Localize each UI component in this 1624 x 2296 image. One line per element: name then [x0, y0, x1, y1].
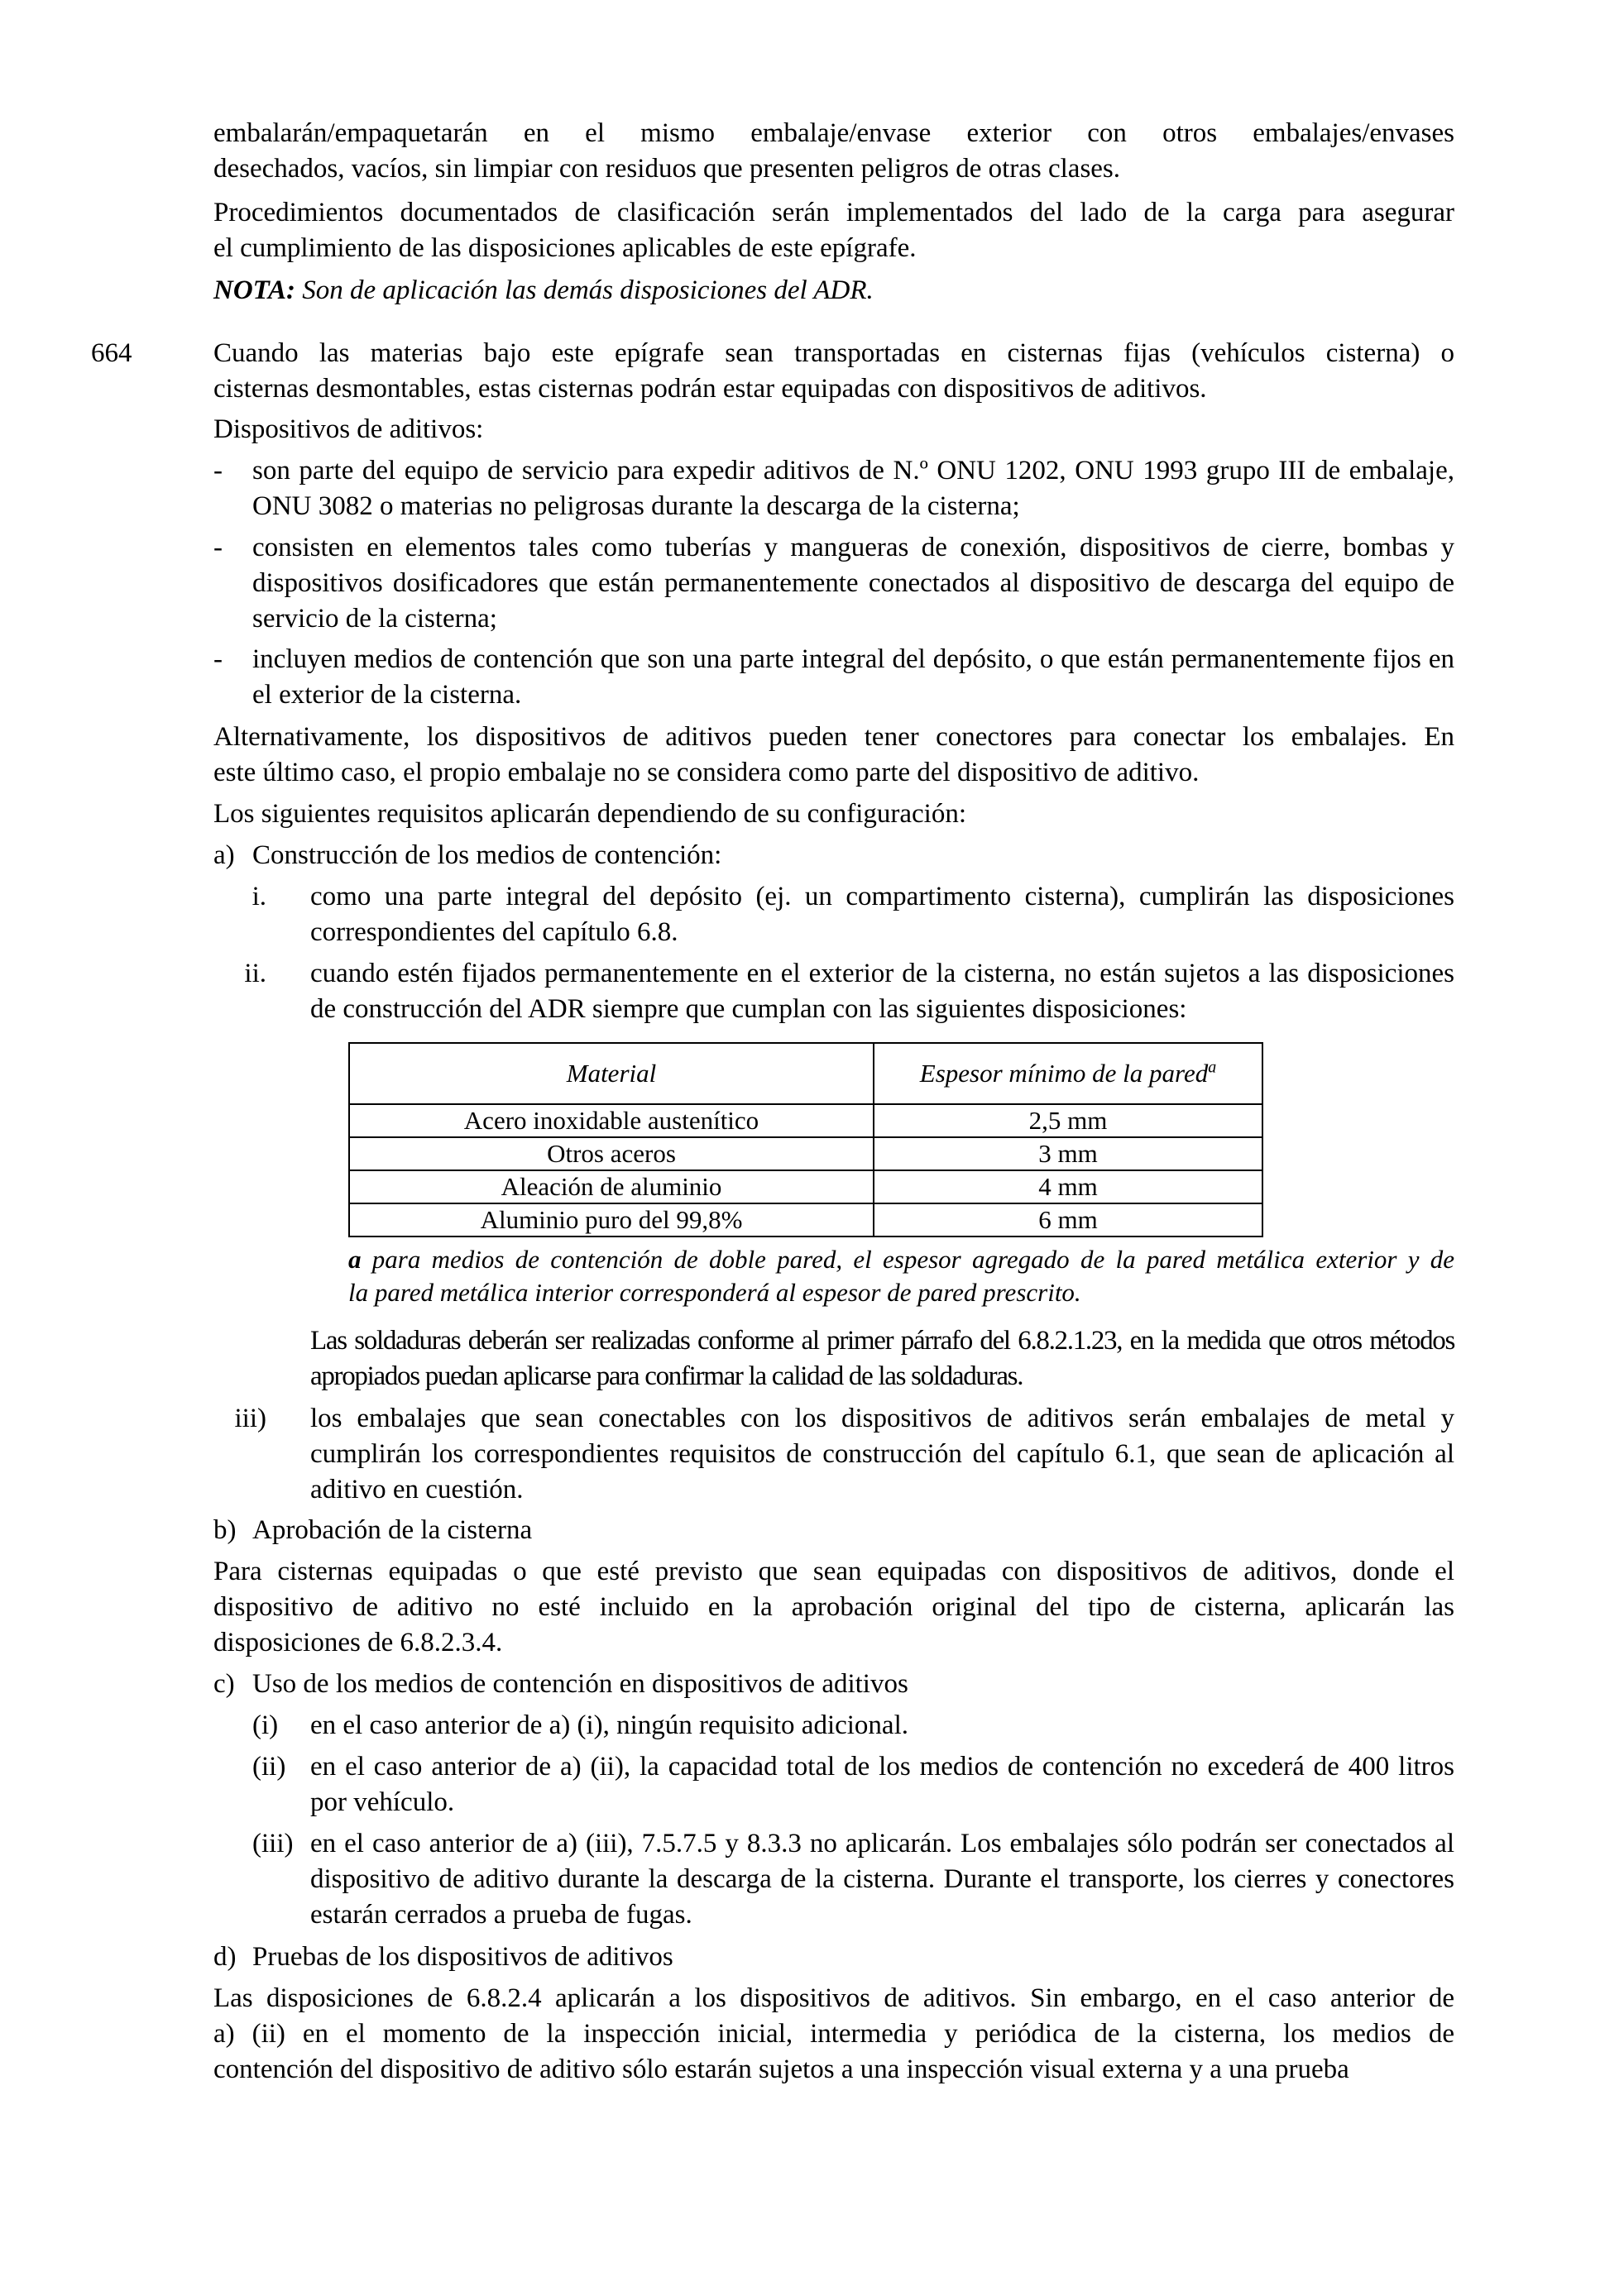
welds-paragraph: Las soldaduras deberán ser realizadas conforme al primer párrafo del 6.8.2.1.23, en la medida que otros métodos apropiados puedan aplicarse para confirmar la calidad de las soldaduras. — [310, 1326, 1455, 1391]
subitem-label-ii: ii. — [244, 959, 266, 988]
paragraph-continuation: embalarán/empaquetarán en el mismo embalaje/envase exterior con otros embalajes/envases desechados, vacíos, sin limpiar con residuos que presenten peligros de otras clases. — [213, 118, 1454, 184]
table-cell: 6 mm — [874, 1203, 1262, 1236]
tests-paragraph: Las disposiciones de 6.8.2.4 aplicarán a los dispositivos de aditivos. Sin embargo, en el caso anterior de a) (ii) en el momento de la inspección inicial, intermedia y periódica de la cisterna, los medios de contención del dispositivo de aditivo sólo estarán sujetos a una inspección visual externa y a una prueba — [213, 1983, 1454, 2084]
note-label: NOTA: — [213, 275, 295, 305]
item-b-title: Aprobación de la cisterna — [252, 1515, 533, 1545]
table-header-row — [349, 1043, 1262, 1104]
subitem-label-c-iii: (iii) — [252, 1829, 294, 1858]
bullet-item: consisten en elementos tales como tuberías y mangueras de conexión, dispositivos de cierre, bombas y dispositivos dosificadores que están permanentemente conectados al dispositivo de descarga del equipo de servicio de la cisterna; — [252, 533, 1455, 634]
table-cell: Acero inoxidable austenítico — [349, 1104, 874, 1137]
subitem-label-iii: iii) — [234, 1404, 266, 1433]
subitem-label-c-i: (i) — [252, 1710, 279, 1740]
bullet-dash: - — [213, 533, 223, 562]
provision-number: 664 — [91, 338, 132, 368]
item-label-c: c) — [213, 1669, 235, 1699]
table-cell: 4 mm — [874, 1170, 1262, 1203]
subitem-label-c-ii: (ii) — [252, 1752, 286, 1782]
item-label-d: d) — [213, 1942, 237, 1972]
subitem-i: como una parte integral del depósito (ej. un compartimento cisterna), cumplirán las disposiciones correspondientes del capítulo 6.8. — [310, 882, 1455, 947]
paragraph-requirements: Los siguientes requisitos aplicarán dependiendo de su configuración: — [213, 799, 966, 829]
note: NOTA: Son de aplicación las demás disposiciones del ADR. — [213, 275, 874, 305]
bullet-dash: - — [213, 644, 223, 674]
bullet-item: son parte del equipo de servicio para expedir aditivos de N.º ONU 1202, ONU 1993 grupo III de embalaje, ONU 3082 o materias no peligrosas durante la descarga de la cisterna; — [252, 456, 1454, 521]
subitem-ii: cuando estén fijados permanentemente en el exterior de la cisterna, no están sujetos a las disposiciones de construcción del ADR siempre que cumplan con las siguientes disposiciones: — [310, 959, 1455, 1024]
item-label-b: b) — [213, 1515, 237, 1545]
item-a-title: Construcción de los medios de contención: — [252, 840, 722, 870]
wall-thickness-table — [348, 1042, 1263, 1237]
paragraph-alternatively: Alternativamente, los dispositivos de aditivos pueden tener conectores para conectar los embalajes. En este último caso, el propio embalaje no se considera como parte del dispositivo de aditivo. — [213, 722, 1454, 787]
devices-heading: Dispositivos de aditivos: — [213, 414, 484, 444]
table-header-thickness: Espesor mínimo de la pared$^a$ — [874, 1043, 1262, 1104]
subitem-c-iii: en el caso anterior de a) (iii), 7.5.7.5 y 8.3.3 no aplicarán. Los embalajes sólo podrán ser conectados al dispositivo de aditivo durante la descarga de la cisterna. Durante el transporte, los cierres y conectores estarán cerrados a prueba de fugas. — [310, 1829, 1455, 1930]
paragraph-procedures: Procedimientos documentados de clasificación serán implementados del lado de la carga para asegurar el cumplimiento de las disposiciones aplicables de este epígrafe. — [213, 198, 1454, 263]
bullet-dash: - — [213, 456, 223, 486]
footnote-mark: a — [348, 1245, 362, 1274]
subitem-label-i: i. — [252, 882, 266, 911]
item-c-title: Uso de los medios de contención en dispositivos de aditivos — [252, 1669, 908, 1699]
table-cell: 2,5 mm — [874, 1104, 1262, 1137]
subitem-c-i: en el caso anterior de a) (i), ningún requisito adicional. — [310, 1710, 908, 1740]
table-row — [349, 1104, 1262, 1137]
item-label-a: a) — [213, 840, 235, 870]
bullet-item: incluyen medios de contención que son una parte integral del depósito, o que están permanentemente fijos en el exterior de la cisterna. — [252, 644, 1455, 710]
table-header-material: Material — [349, 1043, 874, 1104]
subitem-iii: los embalajes que sean conectables con los dispositivos de aditivos serán embalajes de metal y cumplirán los correspondientes requisitos de construcción del capítulo 6.1, que sean de aplicación al aditivo en cuestión. — [310, 1404, 1454, 1504]
table-cell: Otros aceros — [349, 1137, 874, 1170]
table-footnote: a para medios de contención de doble pared, el espesor agregado de la pared metálica exterior y de la pared metálica interior corresponderá al espesor de pared prescrito. — [348, 1245, 1455, 1307]
item-d-title: Pruebas de los dispositivos de aditivos — [252, 1942, 673, 1972]
table-cell: Aluminio puro del 99,8% — [349, 1203, 874, 1236]
table-cell: Aleación de aluminio — [349, 1170, 874, 1203]
table-cell: 3 mm — [874, 1137, 1262, 1170]
table-row — [349, 1203, 1262, 1236]
tank-approval-paragraph: Para cisternas equipadas o que esté previsto que sean equipadas con dispositivos de aditivos, donde el dispositivo de aditivo no esté incluido en la aprobación original del tipo de cisterna, aplicarán las disposiciones de 6.8.2.3.4. — [213, 1557, 1454, 1657]
subitem-c-ii: en el caso anterior de a) (ii), la capacidad total de los medios de contención no excederá de 400 litros por vehículo. — [310, 1752, 1454, 1817]
footnote-marker: a — [1208, 1058, 1217, 1077]
table-row — [349, 1137, 1262, 1170]
provision-intro: Cuando las materias bajo este epígrafe sean transportadas en cisternas fijas (vehículos cisterna) o cisternas desmontables, estas cisternas podrán estar equipadas con dispositivos de aditivos. — [213, 338, 1454, 404]
table-row — [349, 1170, 1262, 1203]
